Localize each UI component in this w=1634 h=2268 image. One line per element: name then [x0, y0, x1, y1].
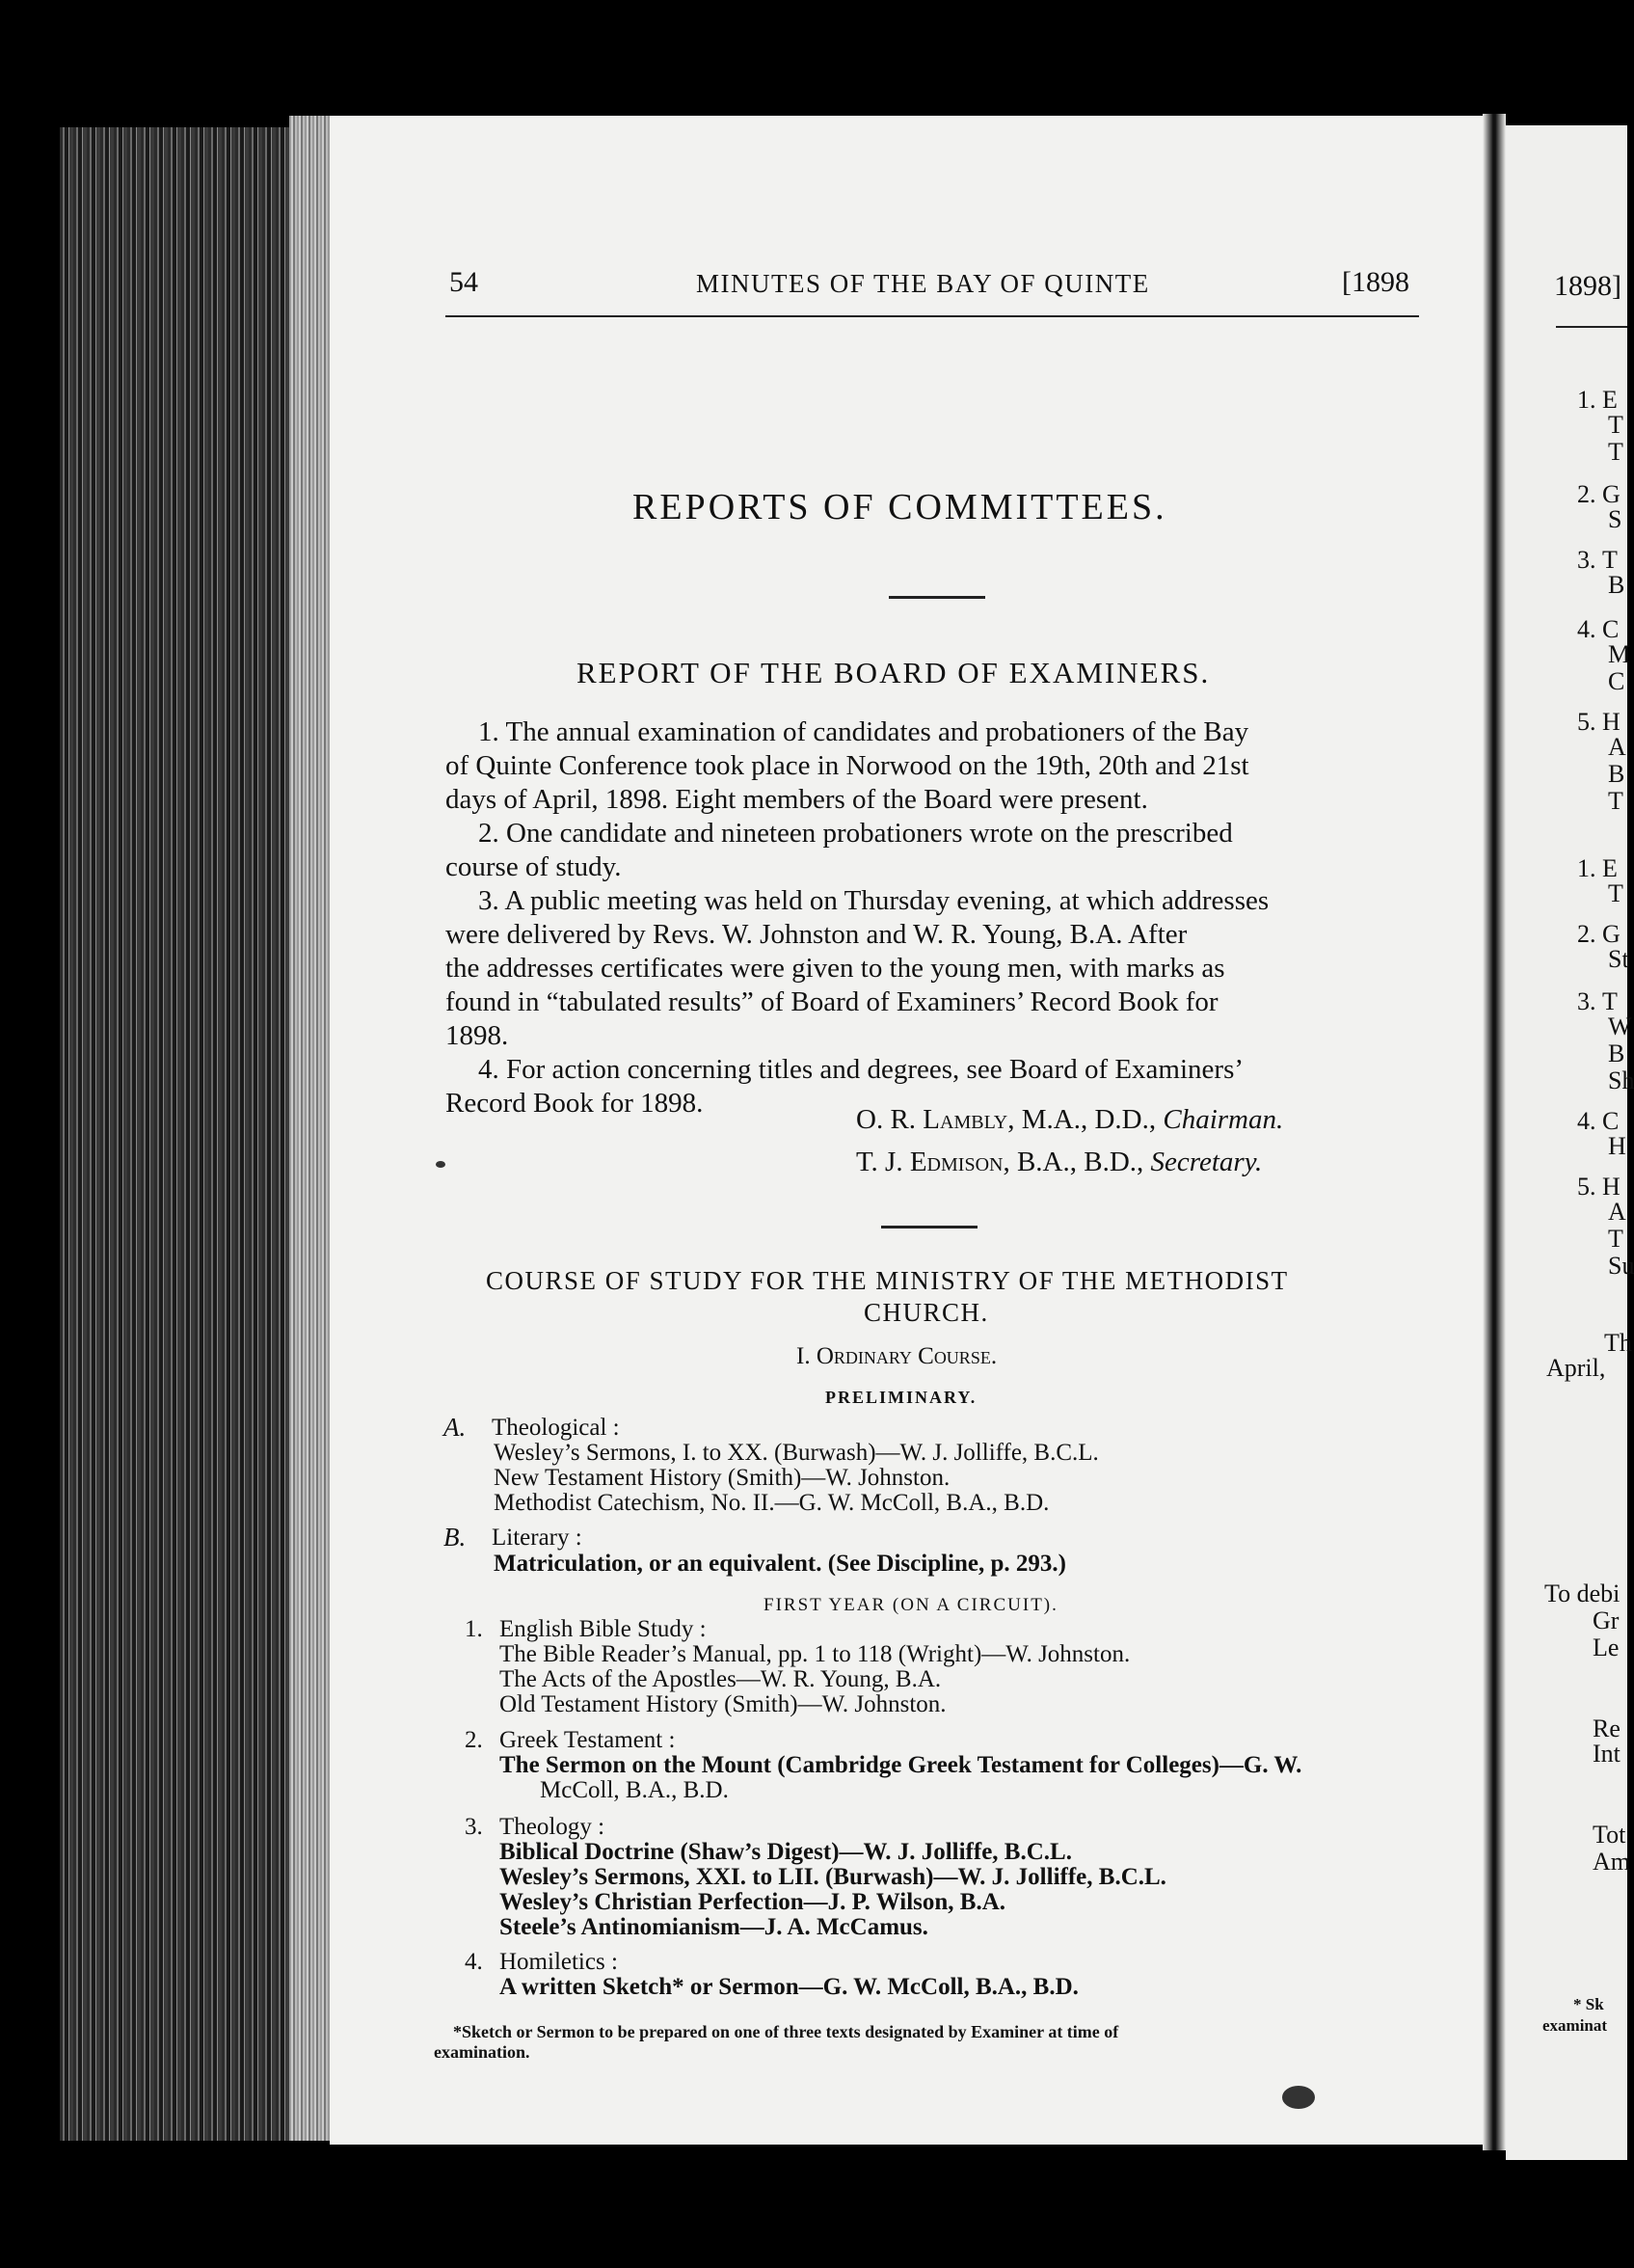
facing-page-fragment: 1.: [1577, 386, 1596, 414]
first-year-item: Biblical Doctrine (Shaw’s Digest)—W. J. Jolliffe, B.C.L.: [499, 1839, 1072, 1865]
report-paragraph-line: 3. A public meeting was held on Thursday evening, at which addresses: [478, 885, 1270, 916]
first-year-label: FIRST YEAR (ON A CIRCUIT).: [763, 1595, 1058, 1615]
facing-page-fragment: Re: [1593, 1714, 1621, 1742]
header-rule: [445, 315, 1419, 317]
facing-page-fragment: Int: [1593, 1740, 1621, 1768]
facing-page-fragment: S: [1608, 505, 1622, 533]
facing-page-fragment: 2.: [1577, 480, 1596, 508]
facing-page-fragment: 5.: [1577, 1173, 1596, 1201]
course-heading-line1: COURSE OF STUDY FOR THE MINISTRY OF THE METHODIST: [486, 1266, 1289, 1295]
report-paragraph-line: course of study.: [445, 851, 622, 882]
first-year-item: McColl, B.A., B.D.: [540, 1777, 729, 1803]
facing-page-fragment: T: [1608, 1225, 1623, 1253]
report-paragraph-line: the addresses certificates were given to the young men, with marks as: [445, 953, 1225, 984]
report-paragraph-line: found in “tabulated results” of Board of Examiners’ Record Book for: [445, 986, 1219, 1017]
preliminary-letter: B.: [443, 1523, 467, 1552]
report-paragraph-line: 1. The annual examination of candidates and probationers of the Bay: [478, 716, 1249, 747]
first-year-title: Homiletics :: [499, 1949, 618, 1975]
preliminary-title: Literary :: [492, 1525, 582, 1551]
facing-page-fragment: A: [1608, 1198, 1626, 1226]
preliminary-item: Matriculation, or an equivalent. (See Discipline, p. 293.): [494, 1551, 1066, 1577]
report-paragraph-line: days of April, 1898. Eight members of the Board were present.: [445, 784, 1148, 815]
report-heading: REPORT OF THE BOARD OF EXAMINERS.: [576, 656, 1211, 689]
running-title: MINUTES OF THE BAY OF QUINTE: [696, 269, 1150, 298]
book-page-edges-light: [289, 116, 335, 2141]
report-paragraph-line: Record Book for 1898.: [445, 1088, 704, 1119]
first-year-title: Greek Testament :: [499, 1727, 676, 1753]
facing-page-fragment: To debi: [1544, 1580, 1621, 1607]
facing-page-fragment: Am: [1593, 1848, 1630, 1876]
first-year-item: Wesley’s Christian Perfection—J. P. Wilson, B.A.: [499, 1889, 1005, 1915]
facing-page-fragment: E: [1602, 854, 1618, 882]
footnote-line2: examination.: [434, 2042, 530, 2062]
facing-page-fragment: St: [1608, 945, 1629, 973]
facing-page-fragment: A: [1608, 733, 1626, 761]
facing-page-fragment: H: [1608, 1132, 1626, 1160]
preliminary-item: New Testament History (Smith)—W. Johnston.: [494, 1465, 951, 1491]
facing-page-fragment: M: [1608, 640, 1631, 668]
first-year-item: The Acts of the Apostles—W. R. Young, B.A.: [499, 1666, 942, 1692]
facing-page-fragment: 5.: [1577, 708, 1596, 736]
facing-page-fragment: C: [1602, 1107, 1620, 1135]
first-year-item: A written Sketch* or Sermon—G. W. McColl, B.A., B.D.: [499, 1974, 1079, 2000]
first-year-item: Steele’s Antinomianism—J. A. McCamus.: [499, 1914, 928, 1940]
facing-page-fragment: Su: [1608, 1252, 1634, 1280]
course-subheading-text: I. Ordinary Course.: [796, 1343, 998, 1369]
facing-page-fragment: 3.: [1577, 546, 1596, 574]
facing-page-fragment: B: [1608, 760, 1625, 788]
facing-page-rule: [1556, 326, 1627, 328]
facing-page-fragment: Th: [1604, 1329, 1632, 1357]
signature-secretary: [856, 1147, 1262, 1178]
year-bracket: [1898: [1342, 266, 1409, 298]
secretary-degrees: , B.A., B.D.,: [1003, 1147, 1151, 1177]
facing-page-fragment: Sh: [1608, 1066, 1634, 1094]
preliminary-item: Methodist Catechism, No. II.—G. W. McColl, B.A., B.D.: [494, 1490, 1050, 1516]
first-year-number: 4.: [465, 1949, 483, 1975]
facing-page-fragment: 4.: [1577, 1107, 1596, 1135]
facing-page-fragment: examinat: [1542, 2016, 1608, 2035]
report-paragraph-line: 1898.: [445, 1020, 509, 1051]
facing-page-fragment: Le: [1593, 1634, 1620, 1661]
first-year-title: Theology :: [499, 1814, 605, 1840]
facing-page-fragment: B: [1608, 571, 1625, 599]
first-year-item: Wesley’s Sermons, XXI. to LII. (Burwash)—W. J. Jolliffe, B.C.L.: [499, 1864, 1166, 1890]
ink-speck: [436, 1161, 445, 1168]
facing-page-fragment: G: [1602, 920, 1621, 948]
facing-page-fragment: April,: [1546, 1354, 1606, 1382]
report-paragraph-line: 2. One candidate and nineteen probationers wrote on the prescribed: [478, 818, 1233, 849]
chairman-name: O. R. Lambly: [856, 1104, 1008, 1135]
first-year-number: 3.: [465, 1814, 483, 1840]
ink-blot: [1282, 2086, 1315, 2109]
facing-page-fragment: T: [1608, 438, 1623, 466]
chairman-role: Chairman.: [1163, 1104, 1284, 1135]
title-rule: [889, 596, 985, 599]
facing-page-fragment: T: [1608, 879, 1623, 907]
facing-page-year: 1898]: [1554, 270, 1621, 302]
facing-page-fragment: T: [1608, 787, 1623, 815]
first-year-item: Old Testament History (Smith)—W. Johnston.: [499, 1691, 947, 1717]
report-paragraph-line: of Quinte Conference took place in Norwood on the 19th, 20th and 21st: [445, 750, 1249, 781]
secretary-name: T. J. Edmison: [856, 1147, 1004, 1177]
first-year-item: The Sermon on the Mount (Cambridge Greek Testament for Colleges)—G. W.: [499, 1752, 1302, 1778]
report-end-rule: [881, 1226, 978, 1228]
course-heading-line2: CHURCH.: [864, 1298, 989, 1327]
first-year-number: 2.: [465, 1727, 483, 1753]
report-paragraph-line: 4. For action concerning titles and degrees, see Board of Examiners’: [478, 1054, 1245, 1085]
first-year-title: English Bible Study :: [499, 1616, 707, 1642]
facing-page-fragment: Gr: [1593, 1606, 1620, 1634]
facing-page-fragment: 2.: [1577, 920, 1596, 948]
facing-page-fragment: T: [1602, 546, 1618, 574]
facing-page-fragment: C: [1608, 667, 1625, 695]
preliminary-title: Theological :: [492, 1415, 620, 1441]
facing-page-fragment: H: [1602, 708, 1621, 736]
page-number: 54: [449, 266, 478, 298]
facing-page-fragment: Tot: [1593, 1821, 1626, 1849]
facing-page-fragment: G: [1602, 480, 1621, 508]
facing-page-fragment: T: [1602, 987, 1618, 1015]
facing-page-fragment: 3.: [1577, 987, 1596, 1015]
page-title: REPORTS OF COMMITTEES.: [632, 487, 1167, 527]
first-year-item: The Bible Reader’s Manual, pp. 1 to 118 (Wright)—W. Johnston.: [499, 1641, 1131, 1667]
facing-page-fragment: E: [1602, 386, 1618, 414]
facing-page-fragment: B: [1608, 1040, 1625, 1067]
facing-page-fragment: H: [1602, 1173, 1621, 1201]
preliminary-label: PRELIMINARY.: [825, 1388, 978, 1407]
footnote-line1: *Sketch or Sermon to be prepared on one of three texts designated by Examiner at time of: [453, 2022, 1119, 2041]
facing-page-fragment: * Sk: [1573, 1995, 1604, 2013]
facing-page-fragment: W: [1608, 1012, 1632, 1040]
facing-page-fragment: T: [1608, 411, 1623, 439]
facing-page-fragment: C: [1602, 615, 1620, 643]
first-year-number: 1.: [465, 1616, 483, 1642]
facing-page-fragment: 1.: [1577, 854, 1596, 882]
course-subheading: [796, 1343, 997, 1370]
signature-chairman: [856, 1104, 1283, 1136]
facing-page-fragment: 4.: [1577, 615, 1596, 643]
preliminary-item: Wesley’s Sermons, I. to XX. (Burwash)—W. J. Jolliffe, B.C.L.: [494, 1440, 1099, 1466]
secretary-role: Secretary.: [1150, 1147, 1263, 1177]
chairman-degrees: , M.A., D.D.,: [1007, 1104, 1164, 1135]
preliminary-letter: A.: [443, 1413, 467, 1442]
report-paragraph-line: were delivered by Revs. W. Johnston and W. R. Young, B.A. After: [445, 919, 1188, 950]
book-gutter: [1483, 114, 1506, 2150]
